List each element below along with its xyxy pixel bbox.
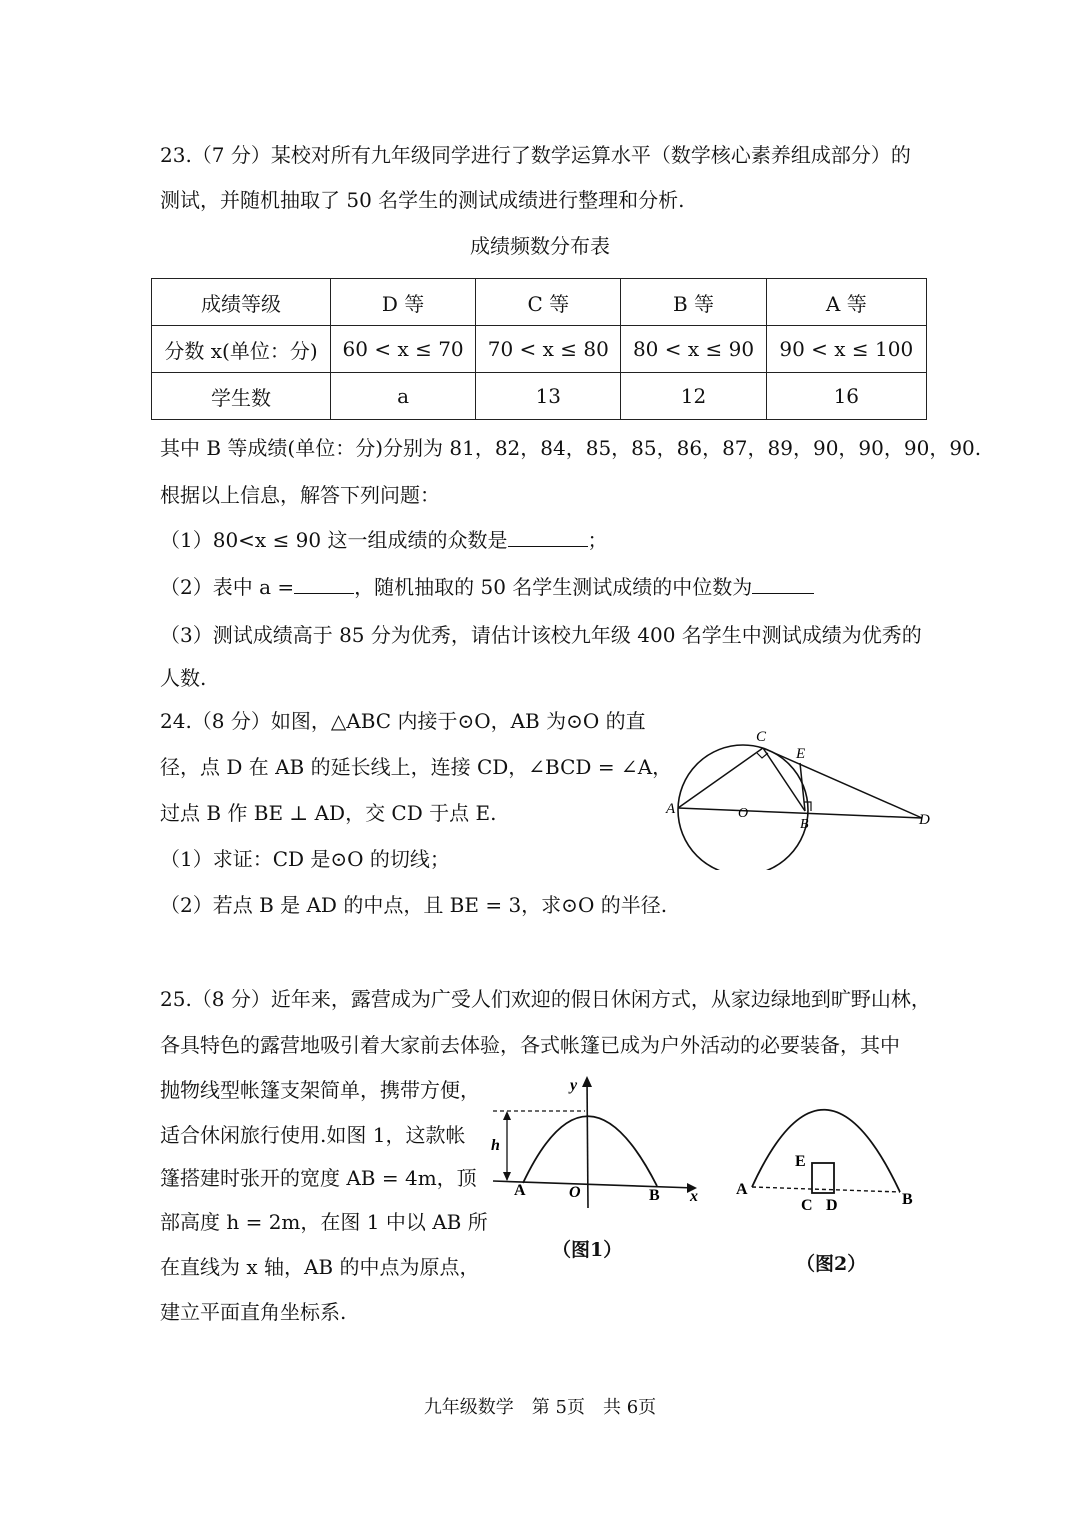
table-cell: 16	[766, 373, 926, 420]
right-angle-mark-c	[757, 753, 768, 758]
label-x: x	[690, 1188, 698, 1205]
table-cell: 学生数	[152, 373, 331, 420]
q23-part-2	[160, 573, 814, 601]
height-arrow-top	[503, 1111, 511, 1120]
q23-part-2-text-a: （2）表中 a =	[160, 575, 295, 599]
table-cell: a	[331, 373, 476, 420]
q25-line-8: 建立平面直角坐标系.	[160, 1300, 347, 1324]
segment-ac	[678, 748, 763, 808]
label-a: A	[736, 1181, 748, 1198]
label-d: D	[826, 1197, 838, 1214]
table-cell: C 等	[476, 279, 621, 326]
q23-part-1	[160, 526, 608, 554]
q24-line-5: （2）若点 B 是 AD 的中点，且 BE = 3，求⊙O 的半径.	[160, 893, 668, 917]
y-axis	[587, 1078, 588, 1208]
q24-line-1: 24.（8 分）如图，△ABC 内接于⊙O，AB 为⊙O 的直	[160, 709, 646, 733]
frequency-table	[151, 278, 927, 420]
q25-line-4: 适合休闲旅行使用.如图 1，这款帐	[160, 1123, 466, 1147]
table-row	[152, 326, 927, 373]
table-cell: D 等	[331, 279, 476, 326]
label-a: A	[514, 1182, 526, 1199]
q23-part-1-text: （1）80<x ≤ 90 这一组成绩的众数是	[160, 528, 508, 552]
q25-line-5: 篷搭建时张开的宽度 AB = 4m，顶	[160, 1166, 477, 1190]
table-cell: 13	[476, 373, 621, 420]
table-cell: 90 < x ≤ 100	[766, 326, 926, 373]
parabola	[752, 1110, 900, 1192]
height-arrow-bottom	[503, 1172, 511, 1181]
q25-line-1: 25.（8 分）近年来，露营成为广受人们欢迎的假日休闲方式，从家边绿地到旷野山林，	[160, 987, 931, 1011]
label-h: h	[491, 1137, 500, 1154]
table-cell: A 等	[766, 279, 926, 326]
q23-part-1-end: ；	[587, 528, 608, 552]
table-cell: 60 < x ≤ 70	[331, 326, 476, 373]
q23-part-3-cont: 人数.	[160, 666, 207, 690]
label-a: A	[666, 801, 676, 817]
label-c: C	[801, 1197, 813, 1214]
table-cell: 分数 x(单位：分)	[152, 326, 331, 373]
table-cell: 70 < x ≤ 80	[476, 326, 621, 373]
q25-line-6: 部高度 h = 2m，在图 1 中以 AB 所	[160, 1210, 488, 1234]
circle-figure	[660, 720, 940, 870]
q25-line-2: 各具特色的露营地吸引着大家前去体验，各式帐篷已成为户外活动的必要装备，其中	[160, 1033, 900, 1057]
table-cell: 成绩等级	[152, 279, 331, 326]
label-d: D	[919, 812, 930, 828]
table-row	[152, 279, 927, 326]
table-cell: B 等	[621, 279, 766, 326]
label-e: E	[795, 1153, 806, 1170]
q25-line-7: 在直线为 x 轴，AB 的中点为原点，	[160, 1255, 480, 1279]
table-row	[152, 373, 927, 420]
base-dashed-line	[752, 1187, 900, 1192]
answer-blank[interactable]	[752, 573, 814, 594]
label-o: O	[569, 1184, 581, 1201]
label-b: B	[800, 817, 809, 832]
parabola	[523, 1116, 657, 1186]
table-cell: 12	[621, 373, 766, 420]
q24-line-2: 径，点 D 在 AB 的延长线上，连接 CD，∠BCD = ∠A，	[160, 755, 673, 779]
q23-line-1: 23.（7 分）某校对所有九年级同学进行了数学运算水平（数学核心素养组成部分）的	[160, 143, 911, 167]
q23-intro: 根据以上信息，解答下列问题：	[160, 483, 440, 507]
label-y: y	[570, 1077, 578, 1094]
figure-1-caption: （图1）	[552, 1239, 623, 1261]
figure-1	[485, 1070, 710, 1210]
label-e: E	[796, 746, 806, 762]
figure-2-caption: （图2）	[796, 1253, 867, 1275]
label-c: C	[756, 729, 767, 745]
answer-blank[interactable]	[508, 526, 588, 547]
label-o: O	[738, 806, 749, 821]
b-scores-text: 其中 B 等成绩(单位：分)分别为 81，82，84，85，85，86，87，89，90，90，90，90.	[160, 436, 982, 460]
page-footer: 九年级数学 第 5页 共 6页	[423, 1397, 657, 1418]
answer-blank[interactable]	[294, 573, 354, 594]
q24-line-3: 过点 B 作 BE ⊥ AD，交 CD 于点 E.	[160, 801, 497, 825]
label-b: B	[649, 1187, 660, 1204]
q23-part-3: （3）测试成绩高于 85 分为优秀，请估计该校九年级 400 名学生中测试成绩为优秀的	[160, 623, 922, 647]
table-cell: 80 < x ≤ 90	[621, 326, 766, 373]
q23-line-2: 测试，并随机抽取了 50 名学生的测试成绩进行整理和分析.	[160, 188, 685, 212]
table-title: 成绩频数分布表	[470, 234, 610, 258]
q25-line-3: 抛物线型帐篷支架简单，携带方便，	[160, 1078, 480, 1102]
y-axis-arrow	[582, 1076, 592, 1087]
label-b: B	[902, 1191, 913, 1208]
q23-part-2-text-b: ，随机抽取的 50 名学生测试成绩的中位数为	[354, 575, 753, 599]
figure-2	[730, 1100, 930, 1215]
q24-line-4: （1）求证：CD 是⊙O 的切线；	[160, 847, 450, 871]
